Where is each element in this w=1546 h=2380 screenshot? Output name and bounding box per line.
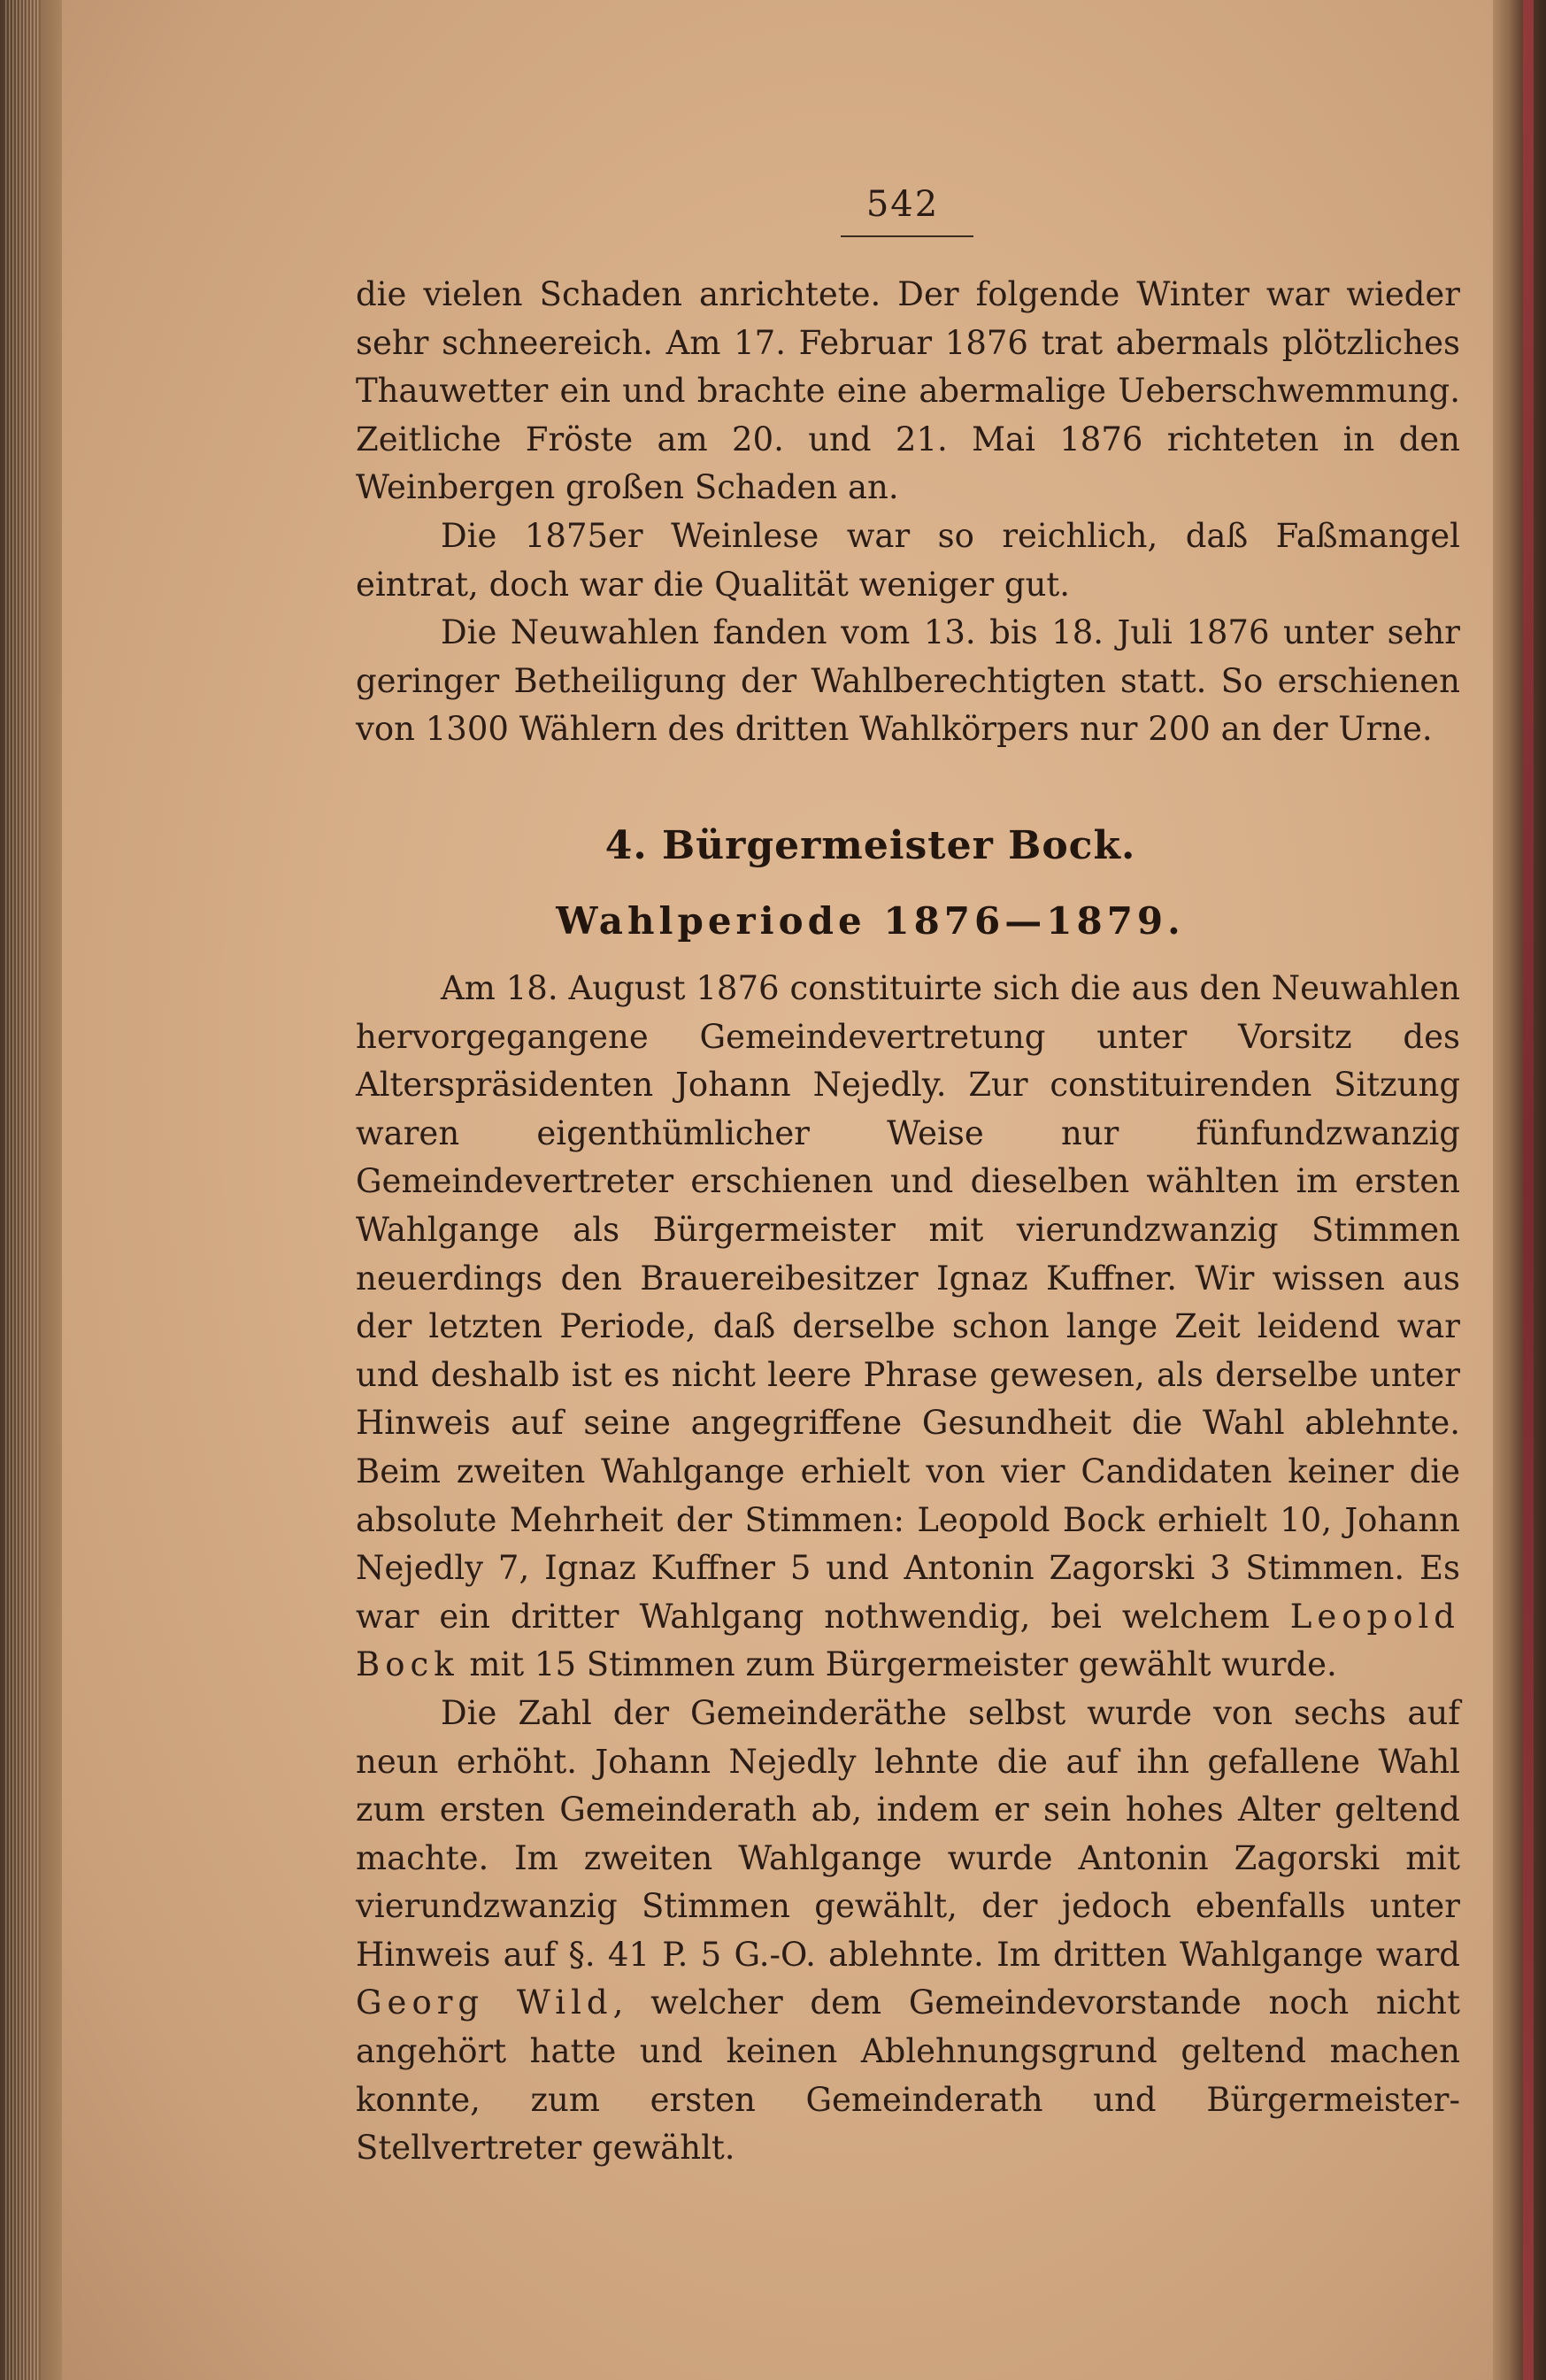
- section-text: [356, 965, 1460, 2173]
- paragraph-2-text: Die Zahl der Gemeinderäthe selbst wurde von sechs auf neun erhöht. Johann Nejedly lehnte die auf ihn gefallene Wahl zum ersten Gemeinderath ab, indem er sein hohes Alter geltend machte. Im zweiten Wahlgange wurde Antonin Zagorski mit vierundzwanzig Stimmen gewählt, der jedoch ebenfalls unter Hinweis auf §. 41 P. 5 G.-O. ablehnte. Im dritten Wahlgange ward: [356, 1693, 1460, 1974]
- section-heading: 4. Bürgermeister Bock.: [604, 823, 1136, 868]
- spaced-name-leopold-bock: Leopold Bock: [356, 1597, 1460, 1684]
- intro-paragraph-1: die vielen Schaden anrichtete. Der folgende Winter war wieder sehr schneereich. Am 17. Februar 1876 trat abermals plötzliches Thauwetter ein und brachte eine abermalige Ueberschwemmung. Zeitliche Fröste am 20. und 21. Mai 1876 richteten in den Weinbergen großen Schaden an.: [356, 275, 1460, 507]
- paragraph-1-text: Am 18. August 1876 constituirte sich die aus den Neuwahlen hervorgegangene Gemeindevertretung unter Vorsitz des Alterspräsidenten Johann Nejedly. Zur constituirenden Sitzung waren eigenthümlicher Weise nur fünfundzwanzig Gemeindevertreter erschienen und dieselben wählten im ersten Wahlgange als Bürgermeister mit vierundzwanzig Stimmen neuerdings den Brauereibesitzer Ignaz Kuffner. Wir wissen aus der letzten Periode, daß derselbe schon lange Zeit leidend war und deshalb ist es nicht leere Phrase gewesen, als derselbe unter Hinweis auf seine angegriffene Gesundheit die Wahl ablehnte. Beim zweiten Wahlgange erhielt von vier Candidaten keiner die absolute Mehrheit der Stimmen: Leopold Bock erhielt 10, Johann Nejedly 7, Ignaz Kuffner 5 und Antonin Zagorski 3 Stimmen. Es war ein dritter Wahlgang nothwendig, bei welchem: [356, 969, 1460, 1636]
- page-stack-edge: [5, 0, 41, 2380]
- section-paragraph-1: [356, 965, 1460, 1690]
- intro-paragraph-2: Die 1875er Weinlese war so reichlich, daß Faßmangel eintrat, doch war die Qualität weniger gut.: [356, 516, 1460, 604]
- section-subheading: Wahlperiode 1876—1879.: [556, 899, 1185, 943]
- intro-text: [356, 271, 1460, 754]
- page-number-rule: [841, 235, 973, 237]
- page-number: 542: [865, 184, 940, 225]
- paragraph-2-end: , welcher dem Gemeindevorstande noch nicht angehört hatte und keinen Ablehnungsgrund geltend machen konnte, zum ersten Gemeinderath und Bürgermeister-Stellvertreter gewählt.: [356, 1983, 1461, 2168]
- spaced-name-georg-wild: Georg Wild: [356, 1983, 613, 2022]
- book-gutter: [0, 0, 62, 2380]
- paragraph-1-end: mit 15 Stimmen zum Bürgermeister gewählt wurde.: [469, 1645, 1337, 1684]
- section-paragraph-2: [356, 1690, 1460, 2173]
- book-cover-edge: [1493, 0, 1546, 2380]
- red-page-edge: [1523, 0, 1534, 2380]
- intro-paragraph-3: Die Neuwahlen fanden vom 13. bis 18. Juli 1876 unter sehr geringer Betheiligung der Wahlberechtigten statt. So erschienen von 1300 Wählern des dritten Wahlkörpers nur 200 an der Urne.: [356, 613, 1460, 749]
